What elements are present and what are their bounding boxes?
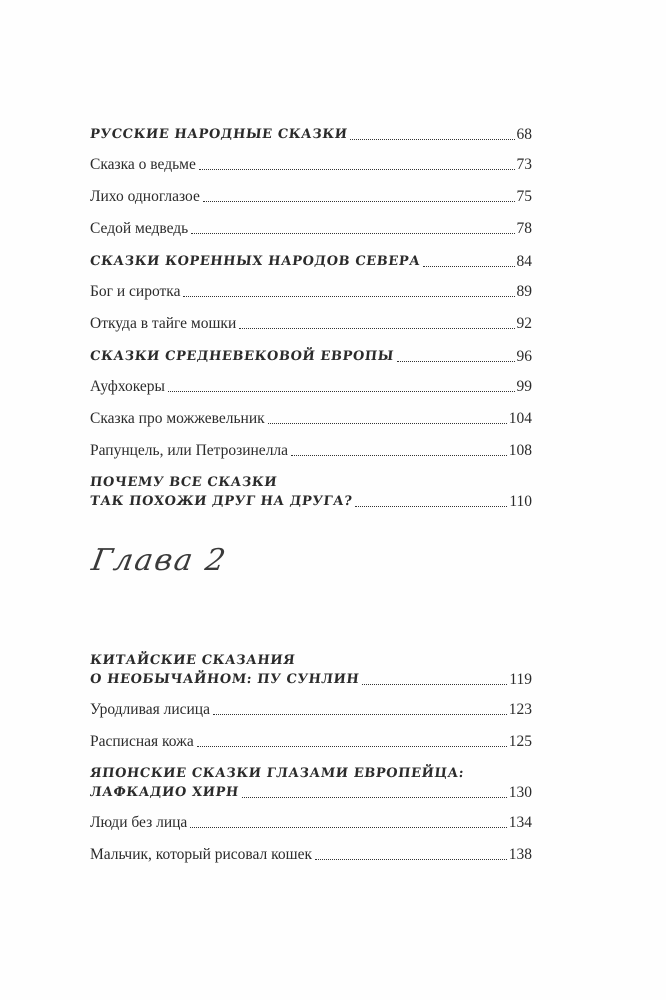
entry-title: ТАК ПОХОЖИ ДРУГ НА ДРУГА? (89, 494, 354, 509)
page-number: 130 (508, 784, 532, 801)
entry-title: О НЕОБЫЧАЙНОМ: ПУ СУНЛИН (89, 672, 360, 687)
dot-leader (213, 714, 507, 715)
dot-leader (242, 797, 507, 798)
page-number: 73 (516, 156, 532, 173)
dot-leader (315, 859, 507, 860)
toc-entry[interactable] (90, 282, 532, 302)
toc-entry[interactable] (90, 377, 532, 397)
entry-title: Бог и сиротка (90, 283, 181, 300)
chapter-label: Глава 2 (88, 543, 230, 578)
page-number: 92 (516, 315, 532, 332)
toc-entry[interactable] (90, 845, 532, 865)
toc-entry[interactable] (90, 314, 532, 334)
entry-title-line-1: ЯПОНСКИЕ СКАЗКИ ГЛАЗАМИ ЕВРОПЕЙЦА: (89, 766, 465, 781)
page-number: 96 (516, 348, 532, 365)
page-number: 78 (516, 220, 532, 237)
page-number: 125 (508, 733, 532, 750)
toc-entry[interactable] (90, 813, 532, 833)
toc-heading-entry[interactable] (90, 125, 532, 145)
dot-leader (423, 266, 514, 267)
entry-title: Рапунцель, или Петрозинелла (90, 442, 289, 459)
dot-leader (203, 201, 515, 202)
dot-leader (191, 233, 514, 234)
toc-entry[interactable] (90, 700, 532, 720)
page-number: 89 (516, 283, 532, 300)
toc-heading-entry[interactable] (90, 474, 532, 512)
dot-leader (268, 423, 507, 424)
toc-section-2 (90, 652, 532, 877)
toc-entry[interactable] (90, 187, 532, 207)
toc-entry[interactable] (90, 219, 532, 239)
entry-title: Сказка про можжевельник (90, 410, 265, 427)
page-number: 108 (508, 442, 532, 459)
dot-leader (291, 455, 507, 456)
toc-entry[interactable] (90, 732, 532, 752)
dot-leader (397, 361, 515, 362)
toc-heading-entry[interactable] (90, 652, 532, 690)
entry-title: Расписная кожа (90, 733, 194, 750)
toc-heading-entry[interactable] (90, 765, 532, 803)
toc-entry[interactable] (90, 155, 532, 175)
entry-title: РУССКИЕ НАРОДНЫЕ СКАЗКИ (89, 127, 349, 142)
page-number: 123 (508, 701, 532, 718)
page-number: 99 (516, 378, 532, 395)
toc-entry[interactable] (90, 409, 532, 429)
toc-section-1 (90, 125, 532, 522)
dot-leader (362, 684, 507, 685)
dot-leader (168, 391, 515, 392)
page-number: 68 (516, 126, 532, 143)
entry-title: Сказка о ведьме (90, 156, 196, 173)
entry-title-line-1: ПОЧЕМУ ВСЕ СКАЗКИ (89, 475, 278, 490)
toc-heading-entry[interactable] (90, 347, 532, 367)
toc-entry[interactable] (90, 441, 532, 461)
entry-title: СКАЗКИ СРЕДНЕВЕКОВОЙ ЕВРОПЫ (89, 349, 395, 364)
entry-title-line-1: КИТАЙСКИЕ СКАЗАНИЯ (89, 653, 296, 668)
page-number: 134 (508, 814, 532, 831)
entry-title: ЛАФКАДИО ХИРН (89, 785, 240, 800)
dot-leader (350, 139, 514, 140)
page-number: 110 (509, 493, 532, 510)
entry-title: Уродливая лисица (90, 701, 210, 718)
entry-title: Седой медведь (90, 220, 189, 237)
dot-leader (190, 827, 506, 828)
page-number: 119 (509, 671, 532, 688)
dot-leader (199, 169, 515, 170)
dot-leader (197, 746, 507, 747)
page-number: 104 (508, 410, 532, 427)
dot-leader (355, 506, 507, 507)
page-number: 138 (508, 846, 532, 863)
entry-title: СКАЗКИ КОРЕННЫХ НАРОДОВ СЕВЕРА (89, 254, 422, 269)
entry-title: Мальчик, который рисовал кошек (90, 846, 312, 863)
dot-leader (239, 328, 514, 329)
page-number: 84 (516, 253, 532, 270)
dot-leader (183, 296, 514, 297)
entry-title: Ауфхокеры (90, 378, 165, 395)
page-number: 75 (516, 188, 532, 205)
entry-title: Лихо одноглазое (90, 188, 200, 205)
entry-title: Люди без лица (90, 814, 188, 831)
toc-heading-entry[interactable] (90, 252, 532, 272)
entry-title: Откуда в тайге мошки (90, 315, 237, 332)
